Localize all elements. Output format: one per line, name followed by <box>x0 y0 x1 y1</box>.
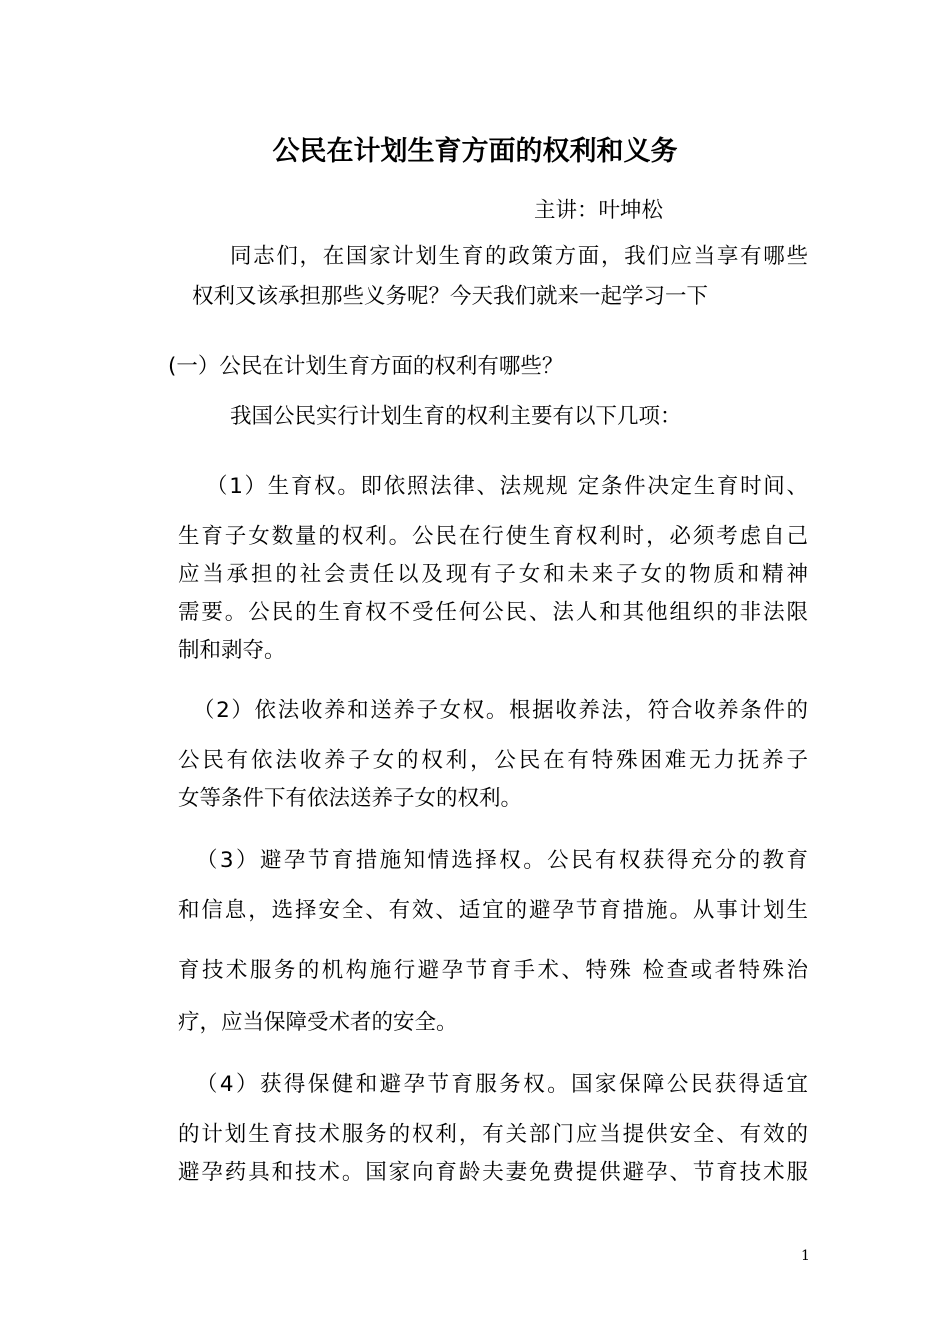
item-2-line-2: 公民有依法收养子女的权利，公民在有特殊困难无力抚养子 <box>178 748 808 773</box>
item-4-line-2: 的计划生育技术服务的权利，有关部门应当提供安全、有效的 <box>178 1122 808 1147</box>
intro-line-2: 权利又该承担那些义务呢？今天我们就来一起学习一下 <box>192 284 709 309</box>
item-3-line-3: 育技术服务的机构施行避孕节育手术、特殊 检查或者特殊治 <box>178 958 808 983</box>
item-1-line-3: 应当承担的社会责任以及现有子女和未来子女的物质和精神 <box>178 562 808 587</box>
item-1-line-5: 制和剥夺。 <box>178 638 286 663</box>
item-3-line-4: 疗，应当保障受术者的安全。 <box>178 1010 458 1035</box>
item-2-line-3: 女等条件下有依法送养子女的权利。 <box>178 786 523 811</box>
item-1-line-1: （1）生育权。即依照法律、法规规 定条件决定生育时间、 <box>206 474 808 499</box>
intro-line-1: 同志们，在国家计划生育的政策方面，我们应当享有哪些 <box>230 244 808 269</box>
section-lead: 我国公民实行计划生育的权利主要有以下几项： <box>230 404 682 429</box>
item-4-line-1: （4）获得保健和避孕节育服务权。国家保障公民获得适宜 <box>196 1072 808 1097</box>
item-2-line-1: （2）依法收养和送养子女权。根据收养法，符合收养条件的 <box>193 698 808 723</box>
page-number: 1 <box>801 1248 810 1264</box>
item-1-line-4: 需要。公民的生育权不受任何公民、法人和其他组织的非法限 <box>178 600 808 625</box>
speaker-line: 主讲：叶坤松 <box>534 198 664 223</box>
item-3-line-1: （3）避孕节育措施知情选择权。公民有权获得充分的教育 <box>196 848 808 873</box>
document-title: 公民在计划生育方面的权利和义务 <box>272 136 678 167</box>
item-3-line-2: 和信息，选择安全、有效、适宜的避孕节育措施。从事计划生 <box>178 898 808 923</box>
item-4-line-3: 避孕药具和技术。国家向育龄夫妻免费提供避孕、节育技术服 <box>178 1160 808 1185</box>
item-1-line-2: 生育子女数量的权利。公民在行使生育权利时，必须考虑自己 <box>178 524 808 549</box>
section-heading: (一）公民在计划生育方面的权利有哪些？ <box>168 354 564 379</box>
